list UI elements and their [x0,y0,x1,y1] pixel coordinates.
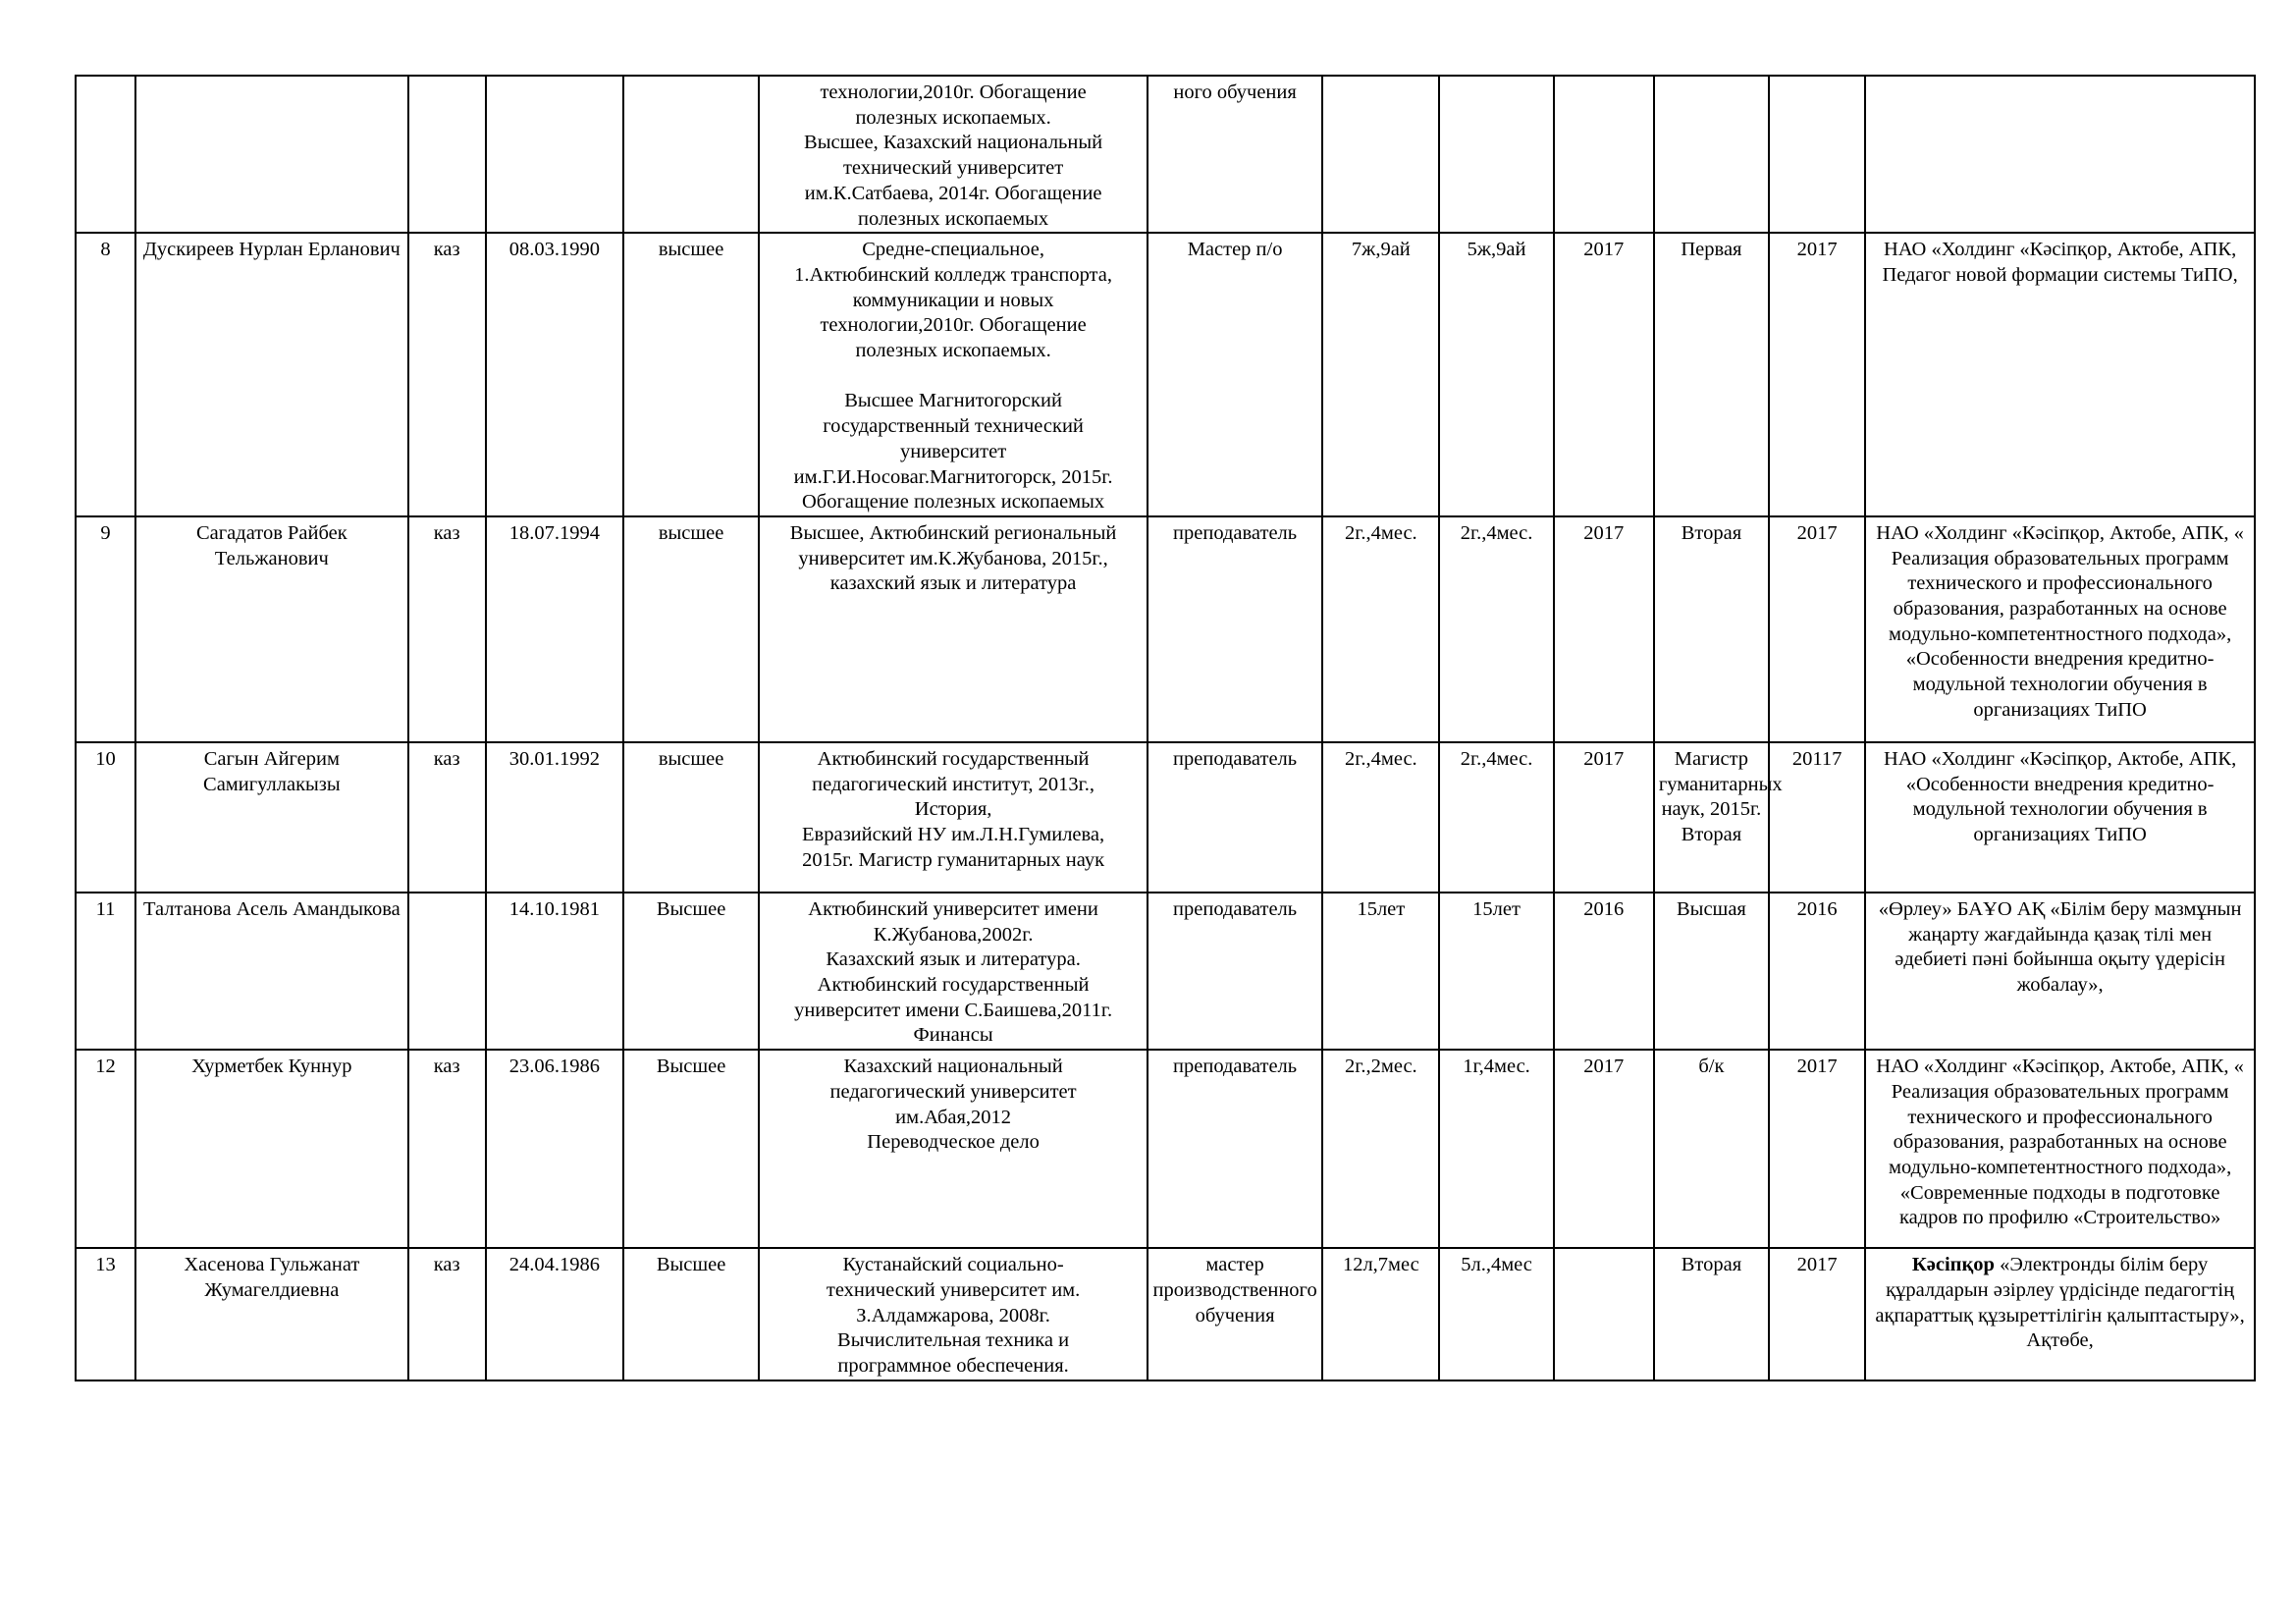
row-number-cell: 13 [76,1248,135,1380]
table-row [76,233,2255,516]
nationality-cell [408,893,486,1050]
nationality-cell: каз [408,1248,486,1380]
row-number-cell: 10 [76,742,135,893]
education-details-cell: Актюбинский государственный педагогический институт, 2013г., История, Евразийский НУ им.Л.Н.Гумилева, 2015г. Магистр гуманитарных наук [759,742,1148,893]
total-experience-cell: 12л,7мес [1322,1248,1439,1380]
education-details-cell: технологии,2010г. Обогащение полезных ископаемых. Высшее, Казахский национальный технический университет им.К.Сатбаева, 2014г. Обогащение полезных ископаемых [759,76,1148,233]
qualification-category-cell: б/к [1654,1050,1769,1248]
training-courses-cell [1865,893,2255,1050]
nationality-cell [408,76,486,233]
training-provider-prefix: Кәсіпқор [1911,1254,1995,1276]
total-experience-cell: 2г.,4мес. [1322,516,1439,742]
training-courses-text: «Электронды білім беру құралдарын әзірлеу үрдісінде педагогтің ақпараттық құзыреттілігін қалыптастыру», Ақтөбе, [1875,1254,2245,1352]
full-name-cell: Дускиреев Нурлан Ерланович [135,233,408,516]
education-details-cell: Казахский национальный педагогический университет им.Абая,2012 Переводческое дело [759,1050,1148,1248]
birth-date-cell: 24.04.1986 [486,1248,623,1380]
education-level-cell: высшее [623,742,759,893]
education-level-cell: высшее [623,516,759,742]
table-row [76,1248,2255,1380]
birth-date-cell: 23.06.1986 [486,1050,623,1248]
total-experience-cell: 15лет [1322,893,1439,1050]
training-courses-cell [1865,76,2255,233]
full-name-cell: Сагын Айгерим Самигуллакызы [135,742,408,893]
teaching-experience-cell: 2г.,4мес. [1439,742,1553,893]
position-cell: преподаватель [1148,742,1322,893]
position-cell: ного обучения [1148,76,1322,233]
training-courses-cell [1865,1050,2255,1248]
education-details-cell: Кустанайский социально- технический университет им. З.Алдамжарова, 2008г. Вычислительная техника и программное обеспечения. [759,1248,1148,1380]
teaching-experience-cell: 15лет [1439,893,1553,1050]
education-details-cell: Актюбинский университет имени К.Жубанова,2002г. Казахский язык и литература. Актюбинский государственный университет имени С.Баишева,2011г. Финансы [759,893,1148,1050]
birth-date-cell [486,76,623,233]
table-body [76,76,2255,1380]
teaching-experience-cell: 1г,4мес. [1439,1050,1553,1248]
education-level-cell [623,76,759,233]
qualification-category-cell: Первая [1654,233,1769,516]
training-courses-text: НАО «Холдинг «Кәсіпқор, Актобе, АПК, Педагог новой формации системы ТиПО, [1882,239,2238,286]
staff-table [75,75,2256,1381]
birth-date-cell: 18.07.1994 [486,516,623,742]
attestation-year-cell: 2017 [1554,233,1654,516]
training-year-cell: 2017 [1769,516,1865,742]
training-courses-text: НАО «Холдинг «Кәсіпқор, Актобе, АПК, « Реализация образовательных программ технического и профессионального образования, разработанных на основе модульно-компетентностного подхода», «Современные подходы в подготовке кадров по профилю «Строительство» [1876,1056,2244,1229]
table-row [76,76,2255,233]
attestation-year-cell: 2017 [1554,1050,1654,1248]
qualification-category-cell: Вторая [1654,1248,1769,1380]
table-row [76,1050,2255,1248]
training-year-cell [1769,76,1865,233]
attestation-year-cell: 2016 [1554,893,1654,1050]
qualification-category-cell: Магистр гуманитарных наук, 2015г. Вторая [1654,742,1769,893]
full-name-cell: Талтанова Асель Амандыкова [135,893,408,1050]
full-name-cell: Сагадатов Райбек Тельжанович [135,516,408,742]
qualification-category-cell [1654,76,1769,233]
training-year-cell: 2017 [1769,233,1865,516]
total-experience-cell: 2г.,2мес. [1322,1050,1439,1248]
birth-date-cell: 14.10.1981 [486,893,623,1050]
training-year-cell: 2017 [1769,1050,1865,1248]
attestation-year-cell: 2017 [1554,516,1654,742]
row-number-cell: 11 [76,893,135,1050]
nationality-cell: каз [408,742,486,893]
row-number-cell [76,76,135,233]
row-number-cell: 12 [76,1050,135,1248]
qualification-category-cell: Вторая [1654,516,1769,742]
position-cell: преподаватель [1148,893,1322,1050]
row-number-cell: 8 [76,233,135,516]
education-level-cell: Высшее [623,1050,759,1248]
table-row [76,893,2255,1050]
position-cell: преподаватель [1148,516,1322,742]
position-cell: мастер производственного обучения [1148,1248,1322,1380]
attestation-year-cell [1554,76,1654,233]
nationality-cell: каз [408,1050,486,1248]
full-name-cell [135,76,408,233]
attestation-year-cell [1554,1248,1654,1380]
training-year-cell: 2017 [1769,1248,1865,1380]
table-row [76,516,2255,742]
education-details-cell: Высшее, Актюбинский региональный университет им.К.Жубанова, 2015г., казахский язык и литература [759,516,1148,742]
training-courses-cell [1865,742,2255,893]
teaching-experience-cell: 2г.,4мес. [1439,516,1553,742]
education-level-cell: Высшее [623,1248,759,1380]
education-details-cell: Средне-специальное, 1.Актюбинский колледж транспорта, коммуникации и новых технологии,2010г. Обогащение полезных ископаемых. Высшее Магнитогорский государственный технический университет им.Г.И.Носоваг.Магнитогорск, 2015г. Обогащение полезных ископаемых [759,233,1148,516]
training-courses-cell [1865,1248,2255,1380]
total-experience-cell [1322,76,1439,233]
teaching-experience-cell [1439,76,1553,233]
education-level-cell: Высшее [623,893,759,1050]
birth-date-cell: 08.03.1990 [486,233,623,516]
row-number-cell: 9 [76,516,135,742]
nationality-cell: каз [408,233,486,516]
full-name-cell: Хурметбек Куннур [135,1050,408,1248]
table-row [76,742,2255,893]
training-courses-text: НАО «Холдинг «Кәсіпқор, Актобе, АПК, «Особенности внедрения кредитно-модульной технологии обучения в организациях ТиПО [1883,747,2237,846]
training-courses-text: НАО «Холдинг «Кәсіпқор, Актобе, АПК, « Реализация образовательных программ технического и профессионального образования, разработанных на основе модульно-компетентностного подхода», «Особенности внедрения кредитно-модульной технологии обучения в организациях ТиПО [1876,521,2244,721]
training-year-cell: 2016 [1769,893,1865,1050]
total-experience-cell: 7ж,9ай [1322,233,1439,516]
full-name-cell: Хасенова Гульжанат Жумагелдиевна [135,1248,408,1380]
nationality-cell: каз [408,516,486,742]
training-year-cell: 20117 [1769,742,1865,893]
training-courses-cell [1865,516,2255,742]
birth-date-cell: 30.01.1992 [486,742,623,893]
position-cell: преподаватель [1148,1050,1322,1248]
total-experience-cell: 2г.,4мес. [1322,742,1439,893]
position-cell: Мастер п/о [1148,233,1322,516]
teaching-experience-cell: 5ж,9ай [1439,233,1553,516]
education-level-cell: высшее [623,233,759,516]
teaching-experience-cell: 5л.,4мес [1439,1248,1553,1380]
attestation-year-cell: 2017 [1554,742,1654,893]
training-courses-cell [1865,233,2255,516]
qualification-category-cell: Высшая [1654,893,1769,1050]
training-courses-text: «Өрлеу» БАҰО АҚ «Білім беру мазмұнын жаңарту жағдайында қазақ тілі мен әдебиеті пәні бойынша оқыту үдерісін жобалау», [1878,897,2242,997]
